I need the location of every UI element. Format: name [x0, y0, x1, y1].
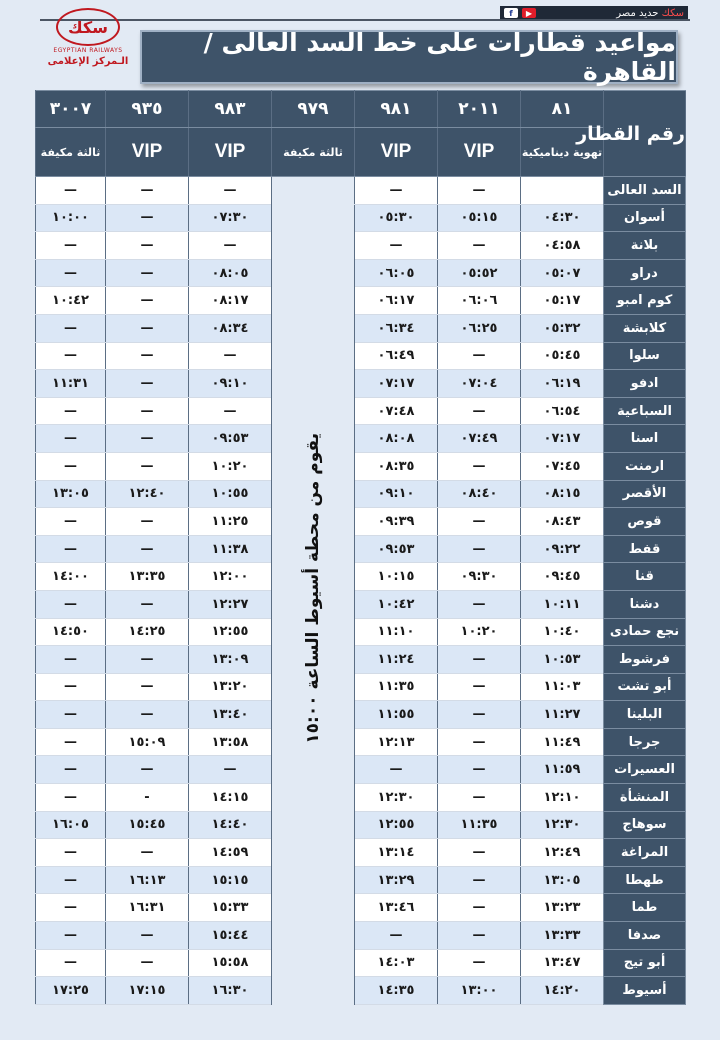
time-cell-983: ١٤:٤٠ [189, 811, 272, 839]
time-cell-935: — [106, 287, 189, 315]
station-name: فرشوط [604, 646, 686, 674]
time-cell-935: — [106, 535, 189, 563]
table-row [36, 811, 686, 839]
time-cell-3007: — [36, 673, 106, 701]
time-cell-3007: — [36, 425, 106, 453]
train-type-81: تهوية ديناميكية [521, 128, 604, 177]
time-cell-983: ٠٧:٣٠ [189, 204, 272, 232]
time-cell-3007: ١٧:٢٥ [36, 977, 106, 1005]
time-cell-2011: — [438, 784, 521, 812]
time-cell-981: ١٤:٣٥ [355, 977, 438, 1005]
table-row [36, 728, 686, 756]
train-979-departure-note: يقوم من محطة أسيوط الساعة ١٥:٠٠ [303, 433, 323, 745]
time-cell-983: ١٣:٢٠ [189, 673, 272, 701]
time-cell-981: — [355, 756, 438, 784]
time-cell-2011: — [438, 949, 521, 977]
table-row [36, 949, 686, 977]
time-cell-983: ١٢:٢٧ [189, 590, 272, 618]
time-cell-983: ١٥:٣٣ [189, 894, 272, 922]
time-cell-983: ١٢:٥٥ [189, 618, 272, 646]
time-cell-2011: — [438, 397, 521, 425]
time-cell-81: ١٣:٢٣ [521, 894, 604, 922]
time-cell-981: ٠٩:١٠ [355, 480, 438, 508]
brand-label-rest: حديد مصر [616, 7, 659, 19]
time-cell-2011: — [438, 646, 521, 674]
time-cell-981: ٠٦:٤٩ [355, 342, 438, 370]
train-type-935: VIP [106, 128, 189, 177]
time-cell-983: — [189, 397, 272, 425]
station-name: نجع حمادى [604, 618, 686, 646]
time-cell-935: ١٤:٢٥ [106, 618, 189, 646]
time-cell-983: ١٣:٠٩ [189, 646, 272, 674]
time-cell-2011: — [438, 342, 521, 370]
time-cell-983: ٠٨:١٧ [189, 287, 272, 315]
time-cell-935: ١٥:٠٩ [106, 728, 189, 756]
time-cell-935: — [106, 177, 189, 205]
table-row [36, 287, 686, 315]
time-cell-981: ٠٦:٣٤ [355, 314, 438, 342]
time-cell-981: ١٠:٤٢ [355, 590, 438, 618]
station-name: دراو [604, 259, 686, 287]
time-cell-3007: ١٤:٠٠ [36, 563, 106, 591]
station-name: صدفا [604, 922, 686, 950]
time-cell-81: ٠٨:٤٣ [521, 508, 604, 536]
time-cell-2011: — [438, 922, 521, 950]
time-cell-81: ١٠:٥٣ [521, 646, 604, 674]
train-number-81: ٨١ [521, 91, 604, 128]
time-cell-2011: — [438, 701, 521, 729]
time-cell-3007: — [36, 756, 106, 784]
time-cell-983: ١٥:٥٨ [189, 949, 272, 977]
time-cell-983: ١٥:٤٤ [189, 922, 272, 950]
time-cell-2011: — [438, 535, 521, 563]
time-cell-981: ١٤:٠٣ [355, 949, 438, 977]
time-cell-81: ٠٤:٣٠ [521, 204, 604, 232]
top-divider [40, 19, 690, 21]
table-row [36, 977, 686, 1005]
time-cell-2011: — [438, 866, 521, 894]
time-cell-3007: ١٦:٠٥ [36, 811, 106, 839]
time-cell-81: ٠٥:٣٢ [521, 314, 604, 342]
table-row [36, 535, 686, 563]
time-cell-81: ٠٩:٢٢ [521, 535, 604, 563]
table-row [36, 784, 686, 812]
station-name: المراغة [604, 839, 686, 867]
time-cell-3007: — [36, 590, 106, 618]
time-cell-81: ٠٥:٠٧ [521, 259, 604, 287]
time-cell-81: ١٢:١٠ [521, 784, 604, 812]
time-cell-935: — [106, 839, 189, 867]
social-icons [504, 8, 536, 18]
time-cell-935: — [106, 508, 189, 536]
time-cell-981: ٠٧:١٧ [355, 370, 438, 398]
station-name: كلابشة [604, 314, 686, 342]
time-cell-2011: ٠٥:١٥ [438, 204, 521, 232]
time-cell-935: — [106, 259, 189, 287]
time-cell-3007: — [36, 646, 106, 674]
time-cell-2011: ٠٧:٤٩ [438, 425, 521, 453]
station-name: قنا [604, 563, 686, 591]
time-cell-2011: — [438, 756, 521, 784]
time-cell-981: ١١:٢٤ [355, 646, 438, 674]
time-cell-981: ٠٨:٣٥ [355, 452, 438, 480]
train-number-header: رقم القطار [604, 91, 686, 177]
table-row [36, 259, 686, 287]
time-cell-2011: ٠٧:٠٤ [438, 370, 521, 398]
time-cell-935: — [106, 425, 189, 453]
station-name: الأقصر [604, 480, 686, 508]
train-type-979: ثالثة مكيفة [272, 128, 355, 177]
time-cell-81 [521, 177, 604, 205]
table-row [36, 425, 686, 453]
station-name: طما [604, 894, 686, 922]
time-cell-935: — [106, 646, 189, 674]
station-name: السد العالى [604, 177, 686, 205]
time-cell-3007: — [36, 314, 106, 342]
time-cell-935: — [106, 232, 189, 260]
table-row [36, 618, 686, 646]
time-cell-981: — [355, 922, 438, 950]
brand-label [616, 8, 684, 19]
time-cell-2011: ١٠:٢٠ [438, 618, 521, 646]
station-name: أسوان [604, 204, 686, 232]
time-cell-983: — [189, 232, 272, 260]
table-row [36, 452, 686, 480]
train-type-981: VIP [355, 128, 438, 177]
station-name: كوم امبو [604, 287, 686, 315]
time-cell-81: ١١:٥٩ [521, 756, 604, 784]
time-cell-983: ٠٩:٥٣ [189, 425, 272, 453]
time-cell-81: ٠٤:٥٨ [521, 232, 604, 260]
time-cell-981: ٠٨:٠٨ [355, 425, 438, 453]
time-cell-981: ١٠:١٥ [355, 563, 438, 591]
time-cell-81: ١٣:٠٥ [521, 866, 604, 894]
time-cell-81: ١٣:٤٧ [521, 949, 604, 977]
table-row [36, 342, 686, 370]
time-cell-81: ١١:٤٩ [521, 728, 604, 756]
time-cell-81: ٠٧:٤٥ [521, 452, 604, 480]
time-cell-3007: — [36, 701, 106, 729]
schedule-body [36, 177, 686, 1005]
brand-label-red: سكك [661, 7, 684, 19]
time-cell-3007: — [36, 894, 106, 922]
time-cell-981: ١٢:١٣ [355, 728, 438, 756]
time-cell-983: ١٥:١٥ [189, 866, 272, 894]
time-cell-3007: — [36, 535, 106, 563]
train-number-935: ٩٣٥ [106, 91, 189, 128]
time-cell-2011: ٠٨:٤٠ [438, 480, 521, 508]
time-cell-3007: — [36, 508, 106, 536]
logo-mark: سكك [56, 8, 120, 46]
station-name: قفط [604, 535, 686, 563]
time-cell-81: ٠٩:٤٥ [521, 563, 604, 591]
time-cell-935: — [106, 756, 189, 784]
table-row [36, 232, 686, 260]
time-cell-81: ٠٨:١٥ [521, 480, 604, 508]
table-row [36, 370, 686, 398]
time-cell-81: ١١:٠٣ [521, 673, 604, 701]
time-cell-3007: — [36, 342, 106, 370]
table-row [36, 508, 686, 536]
time-cell-81: ٠٥:٤٥ [521, 342, 604, 370]
time-cell-981: ١٣:٤٦ [355, 894, 438, 922]
time-cell-3007: ١٠:٤٢ [36, 287, 106, 315]
time-cell-981: ١٣:٢٩ [355, 866, 438, 894]
train-type-983: VIP [189, 128, 272, 177]
time-cell-981: ٠٥:٣٠ [355, 204, 438, 232]
time-cell-81: ١٠:٤٠ [521, 618, 604, 646]
time-cell-983: ١٤:٥٩ [189, 839, 272, 867]
time-cell-2011: — [438, 590, 521, 618]
station-name: المنشأة [604, 784, 686, 812]
page-title: مواعيد قطارات على خط السد العالى / القاهرة [140, 30, 678, 84]
time-cell-3007: ١١:٣١ [36, 370, 106, 398]
station-name: البلينا [604, 701, 686, 729]
table-row [36, 673, 686, 701]
time-cell-983: ١١:٢٥ [189, 508, 272, 536]
time-cell-981: ٠٦:١٧ [355, 287, 438, 315]
time-cell-983: — [189, 756, 272, 784]
time-cell-935: ١٦:١٣ [106, 866, 189, 894]
time-cell-935: — [106, 949, 189, 977]
time-cell-3007: — [36, 949, 106, 977]
time-cell-983: ٠٩:١٠ [189, 370, 272, 398]
time-cell-3007: — [36, 452, 106, 480]
station-name: ادفو [604, 370, 686, 398]
time-cell-81: ١٢:٤٩ [521, 839, 604, 867]
table-row [36, 480, 686, 508]
station-name: سوهاج [604, 811, 686, 839]
logo-name: الـمركز الإعلامى [47, 56, 129, 67]
time-cell-2011: — [438, 894, 521, 922]
time-cell-3007: ١٤:٥٠ [36, 618, 106, 646]
time-cell-935: — [106, 701, 189, 729]
time-cell-983: ١١:٣٨ [189, 535, 272, 563]
train-number-981: ٩٨١ [355, 91, 438, 128]
train-number-983: ٩٨٣ [189, 91, 272, 128]
table-row [36, 397, 686, 425]
time-cell-981: ١١:٣٥ [355, 673, 438, 701]
time-cell-935: ١٢:٤٠ [106, 480, 189, 508]
time-cell-983: — [189, 177, 272, 205]
time-cell-3007: ١٠:٠٠ [36, 204, 106, 232]
time-cell-981: ٠٦:٠٥ [355, 259, 438, 287]
station-name: جرجا [604, 728, 686, 756]
time-cell-3007: — [36, 397, 106, 425]
station-name: أسيوط [604, 977, 686, 1005]
time-cell-935: — [106, 204, 189, 232]
time-cell-2011: — [438, 728, 521, 756]
table-row [36, 866, 686, 894]
time-cell-983: ١٢:٠٠ [189, 563, 272, 591]
time-cell-81: ٠٥:١٧ [521, 287, 604, 315]
time-cell-2011: — [438, 839, 521, 867]
time-cell-3007: ١٣:٠٥ [36, 480, 106, 508]
facebook-icon[interactable]: f [504, 8, 518, 18]
time-cell-2011: — [438, 673, 521, 701]
station-name: قوص [604, 508, 686, 536]
train-type-2011: VIP [438, 128, 521, 177]
time-cell-81: ١٢:٣٠ [521, 811, 604, 839]
time-cell-935: - [106, 784, 189, 812]
time-cell-983: — [189, 342, 272, 370]
time-cell-2011: ٠٦:٠٦ [438, 287, 521, 315]
top-brand-bar [500, 6, 688, 20]
time-cell-981: ١٢:٥٥ [355, 811, 438, 839]
time-cell-983: ٠٨:٣٤ [189, 314, 272, 342]
time-cell-981: ١٣:١٤ [355, 839, 438, 867]
time-cell-983: ١٤:١٥ [189, 784, 272, 812]
time-cell-81: ٠٧:١٧ [521, 425, 604, 453]
time-cell-2011: ١٣:٠٠ [438, 977, 521, 1005]
time-cell-2011: — [438, 232, 521, 260]
youtube-icon[interactable]: ▶ [522, 8, 536, 18]
table-row [36, 701, 686, 729]
table-row [36, 314, 686, 342]
time-cell-983: ١٦:٣٠ [189, 977, 272, 1005]
time-cell-981: ٠٩:٥٣ [355, 535, 438, 563]
time-cell-3007: — [36, 922, 106, 950]
time-cell-981: ١٢:٣٠ [355, 784, 438, 812]
table-row [36, 756, 686, 784]
table-row [36, 563, 686, 591]
time-cell-981: ١١:٥٥ [355, 701, 438, 729]
station-name: طهطا [604, 866, 686, 894]
time-cell-981: — [355, 232, 438, 260]
time-cell-935: ١٣:٣٥ [106, 563, 189, 591]
time-cell-2011: ٠٦:٢٥ [438, 314, 521, 342]
station-name: ارمنت [604, 452, 686, 480]
time-cell-3007: — [36, 784, 106, 812]
time-cell-981: ٠٩:٣٩ [355, 508, 438, 536]
time-cell-981: ١١:١٠ [355, 618, 438, 646]
time-cell-983: ١٠:٢٠ [189, 452, 272, 480]
station-name: بلانة [604, 232, 686, 260]
table-row [36, 894, 686, 922]
time-cell-935: — [106, 590, 189, 618]
time-cell-983: ١٠:٥٥ [189, 480, 272, 508]
media-center-logo [46, 8, 130, 72]
time-cell-81: ١٣:٣٣ [521, 922, 604, 950]
time-cell-2011: ٠٥:٥٢ [438, 259, 521, 287]
time-cell-3007: — [36, 866, 106, 894]
time-cell-3007: — [36, 232, 106, 260]
time-cell-2011: ٠٩:٣٠ [438, 563, 521, 591]
time-cell-935: ١٥:٤٥ [106, 811, 189, 839]
table-row [36, 204, 686, 232]
train-number-979: ٩٧٩ [272, 91, 355, 128]
time-cell-935: ١٦:٣١ [106, 894, 189, 922]
table-row [36, 922, 686, 950]
time-cell-935: — [106, 397, 189, 425]
station-name: السباعية [604, 397, 686, 425]
time-cell-3007: — [36, 177, 106, 205]
time-cell-2011: — [438, 177, 521, 205]
time-cell-2011: ١١:٣٥ [438, 811, 521, 839]
time-cell-981: ٠٧:٤٨ [355, 397, 438, 425]
time-cell-935: — [106, 314, 189, 342]
time-cell-935: — [106, 673, 189, 701]
train-979-note-cell [272, 177, 355, 1005]
time-cell-81: ١٤:٢٠ [521, 977, 604, 1005]
time-cell-983: ١٣:٤٠ [189, 701, 272, 729]
station-name: العسيرات [604, 756, 686, 784]
time-cell-983: ٠٨:٠٥ [189, 259, 272, 287]
table-row [36, 646, 686, 674]
logo-subtitle: EGYPTIAN RAILWAYS [53, 47, 123, 54]
train-number-2011: ٢٠١١ [438, 91, 521, 128]
time-cell-935: ١٧:١٥ [106, 977, 189, 1005]
station-name: دشنا [604, 590, 686, 618]
time-cell-2011: — [438, 508, 521, 536]
time-cell-81: ١١:٢٧ [521, 701, 604, 729]
station-name: اسنا [604, 425, 686, 453]
time-cell-81: ٠٦:٥٤ [521, 397, 604, 425]
station-name: أبو تشت [604, 673, 686, 701]
train-number-3007: ٣٠٠٧ [36, 91, 106, 128]
time-cell-981: — [355, 177, 438, 205]
time-cell-3007: — [36, 259, 106, 287]
station-name: سلوا [604, 342, 686, 370]
table-row [36, 839, 686, 867]
table-row [36, 590, 686, 618]
time-cell-935: — [106, 370, 189, 398]
station-name: أبو تيج [604, 949, 686, 977]
table-row [36, 177, 686, 205]
time-cell-935: — [106, 922, 189, 950]
time-cell-3007: — [36, 839, 106, 867]
time-cell-935: — [106, 342, 189, 370]
time-cell-3007: — [36, 728, 106, 756]
schedule-table [35, 90, 686, 1005]
time-cell-81: ١٠:١١ [521, 590, 604, 618]
time-cell-2011: — [438, 452, 521, 480]
time-cell-81: ٠٦:١٩ [521, 370, 604, 398]
train-type-3007: ثالثة مكيفة [36, 128, 106, 177]
time-cell-935: — [106, 452, 189, 480]
time-cell-983: ١٣:٥٨ [189, 728, 272, 756]
